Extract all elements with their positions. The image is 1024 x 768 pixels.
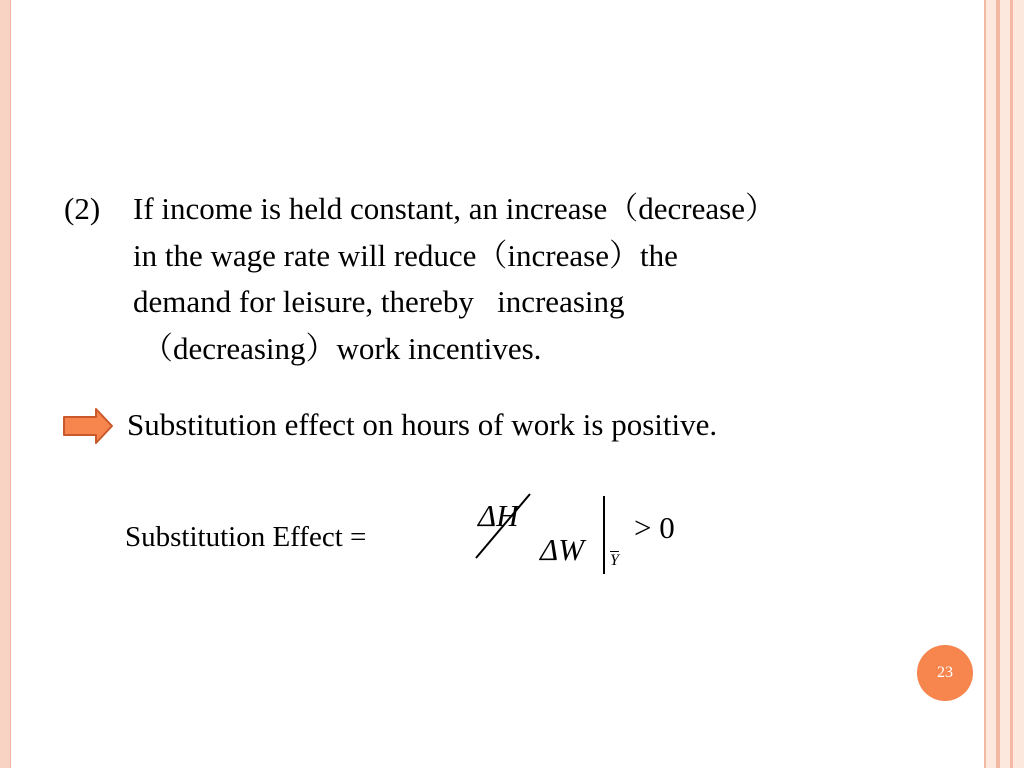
page-number-badge: 23 [917, 645, 973, 701]
point-line: （decreasing）work incentives. [142, 330, 542, 366]
point-body [133, 186, 964, 372]
conclusion-text: Substitution effect on hours of work is positive. [127, 407, 718, 442]
point-2 [64, 186, 964, 372]
evaluation-bar [603, 496, 605, 574]
formula-numerator: ΔH [478, 498, 519, 533]
substitution-formula [470, 490, 700, 580]
formula-condition: $\overline{Y}$ [610, 552, 619, 569]
point-line: demand for leisure, thereby increasing [133, 284, 625, 319]
formula-relation: > 0 [634, 510, 675, 545]
point-line: If income is held constant, an increase（decrease） [133, 191, 776, 226]
formula-denominator: ΔW [540, 532, 585, 567]
equation-label: Substitution Effect = [125, 521, 367, 553]
right-frame-stripes [978, 0, 1024, 768]
point-line: in the wage rate will reduce（increase）the [133, 237, 678, 273]
point-number: (2) [64, 191, 101, 226]
right-arrow-icon [62, 407, 114, 445]
left-frame-border [0, 0, 11, 768]
